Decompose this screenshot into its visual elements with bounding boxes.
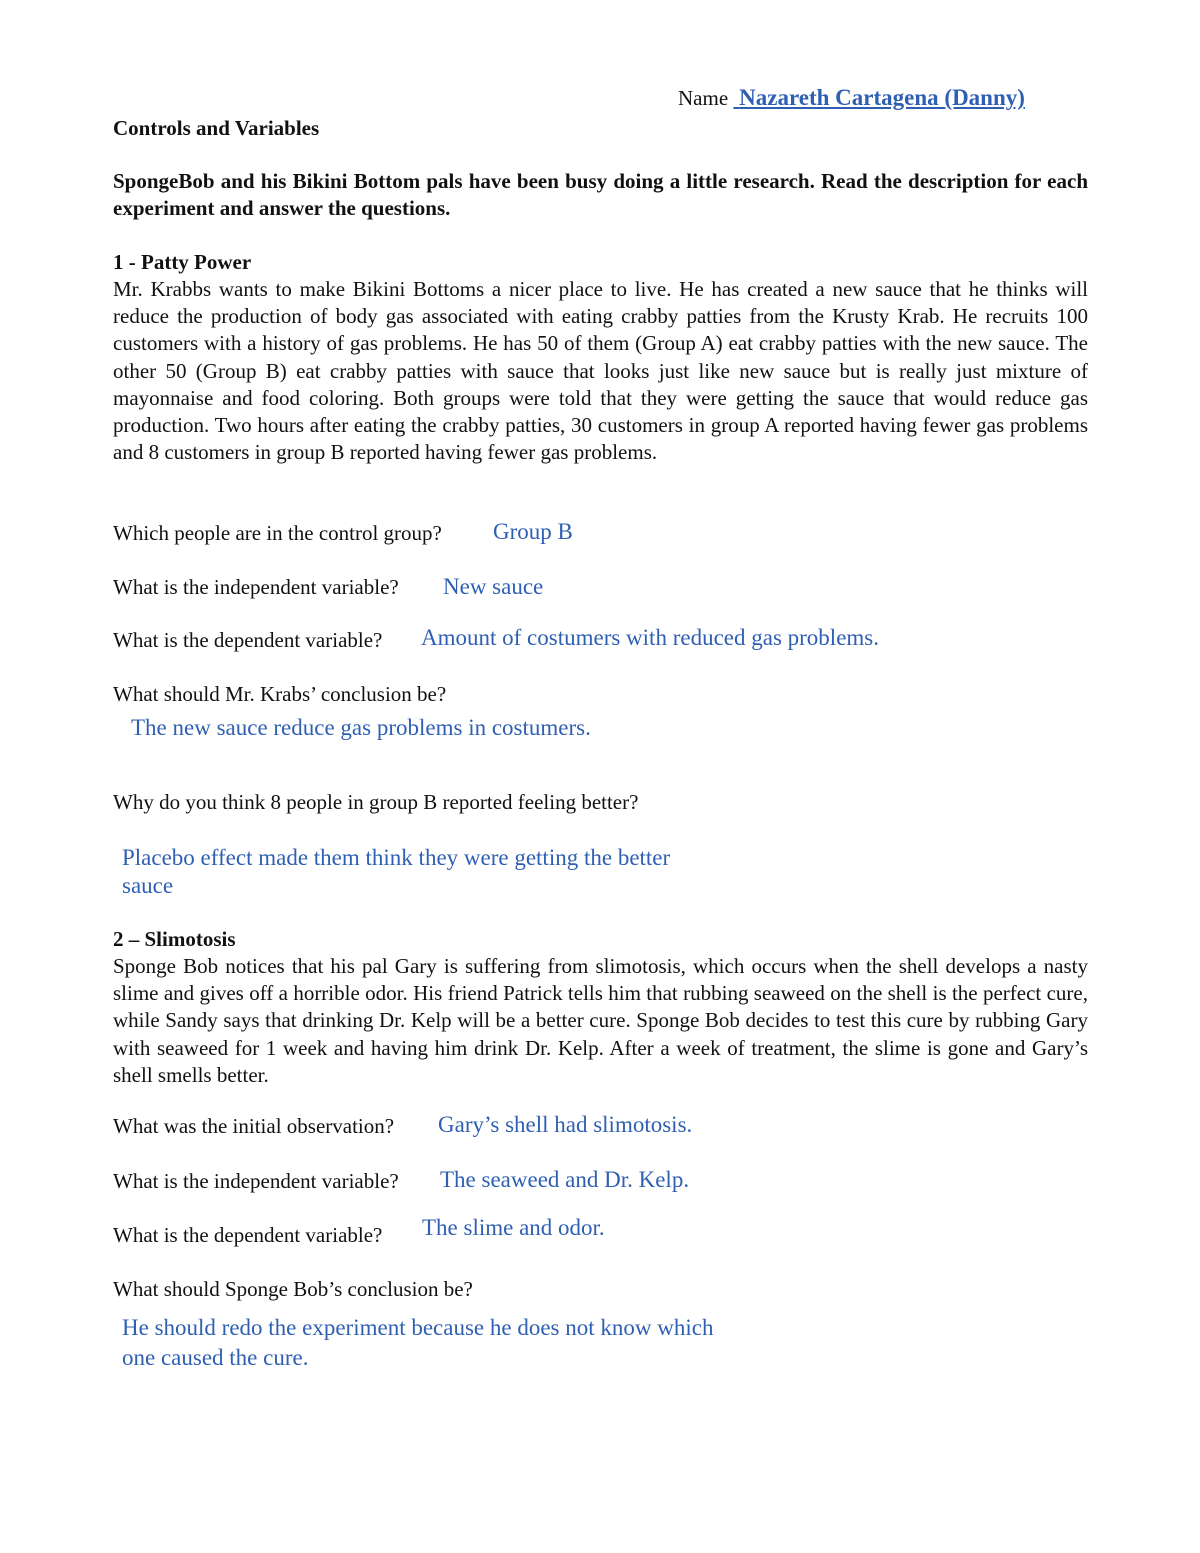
- section1-heading: 1 - Patty Power: [113, 250, 252, 274]
- intro-paragraph: SpongeBob and his Bikini Bottom pals have been busy doing a little research. Read the description for each experiment and answer the questions.: [113, 169, 1088, 221]
- s2-answer-independent[interactable]: The seaweed and Dr. Kelp.: [440, 1167, 690, 1192]
- s1-question-group-b: Why do you think 8 people in group B reported feeling better?: [113, 790, 639, 814]
- document-title: Controls and Variables: [113, 116, 320, 140]
- name-label: Name: [678, 86, 729, 110]
- name-row: [678, 85, 1025, 111]
- s2-answer-conclusion-line1[interactable]: He should redo the experiment because he does not know which: [122, 1315, 714, 1340]
- section2-paragraph: Sponge Bob notices that his pal Gary is suffering from slimotosis, which occurs when the shell develops a nasty slime and gives off a horrible odor. His friend Patrick tells him that rubbing seaweed on the shell is the perfect cure, while Sandy says that drinking Dr. Kelp will be a better cure. Sponge Bob decides to test this cure by rubbing Gary with seaweed for 1 week and having him drink Dr. Kelp. After a week of treatment, the slime is gone and Gary’s shell smells better.: [113, 954, 1088, 1087]
- s1-answer-independent[interactable]: New sauce: [443, 574, 544, 599]
- s2-question-conclusion: What should Sponge Bob’s conclusion be?: [113, 1277, 473, 1301]
- s2-answer-observation[interactable]: Gary’s shell had slimotosis.: [438, 1112, 693, 1137]
- s1-answer-group-b-line1[interactable]: Placebo effect made them think they were getting the better: [122, 845, 671, 870]
- s2-question-observation: What was the initial observation?: [113, 1114, 395, 1138]
- s1-answer-conclusion[interactable]: The new sauce reduce gas problems in costumers.: [131, 715, 591, 740]
- s1-question-control-group: Which people are in the control group?: [113, 521, 442, 545]
- s2-answer-conclusion-line2[interactable]: one caused the cure.: [122, 1345, 309, 1370]
- s1-answer-dependent[interactable]: Amount of costumers with reduced gas problems.: [421, 625, 879, 650]
- s1-question-independent: What is the independent variable?: [113, 575, 399, 599]
- section2-heading: 2 – Slimotosis: [113, 927, 236, 951]
- s1-question-conclusion: What should Mr. Krabs’ conclusion be?: [113, 682, 447, 706]
- section1-paragraph: Mr. Krabbs wants to make Bikini Bottoms a nicer place to live. He has created a new sauce that he thinks will reduce the production of body gas associated with eating crabby patties from the Krusty Krab. He recruits 100 customers with a history of gas problems. He has 50 of them (Group A) eat crabby patties with the new sauce. The other 50 (Group B) eat crabby patties with sauce that looks just like new sauce but is really just mixture of mayonnaise and food coloring. Both groups were told that they were getting the sauce that would reduce gas production. Two hours after eating the crabby patties, 30 customers in group A reported having fewer gas problems and 8 customers in group B reported having fewer gas problems.: [113, 277, 1088, 465]
- s1-answer-group-b-line2[interactable]: sauce: [122, 873, 174, 898]
- name-value[interactable]: Nazareth Cartagena (Danny): [739, 85, 1025, 110]
- s1-question-dependent: What is the dependent variable?: [113, 628, 383, 652]
- s2-answer-dependent[interactable]: The slime and odor.: [422, 1215, 605, 1240]
- s1-answer-control-group[interactable]: Group B: [493, 519, 573, 544]
- s2-question-independent: What is the independent variable?: [113, 1169, 399, 1193]
- s2-question-dependent: What is the dependent variable?: [113, 1223, 383, 1247]
